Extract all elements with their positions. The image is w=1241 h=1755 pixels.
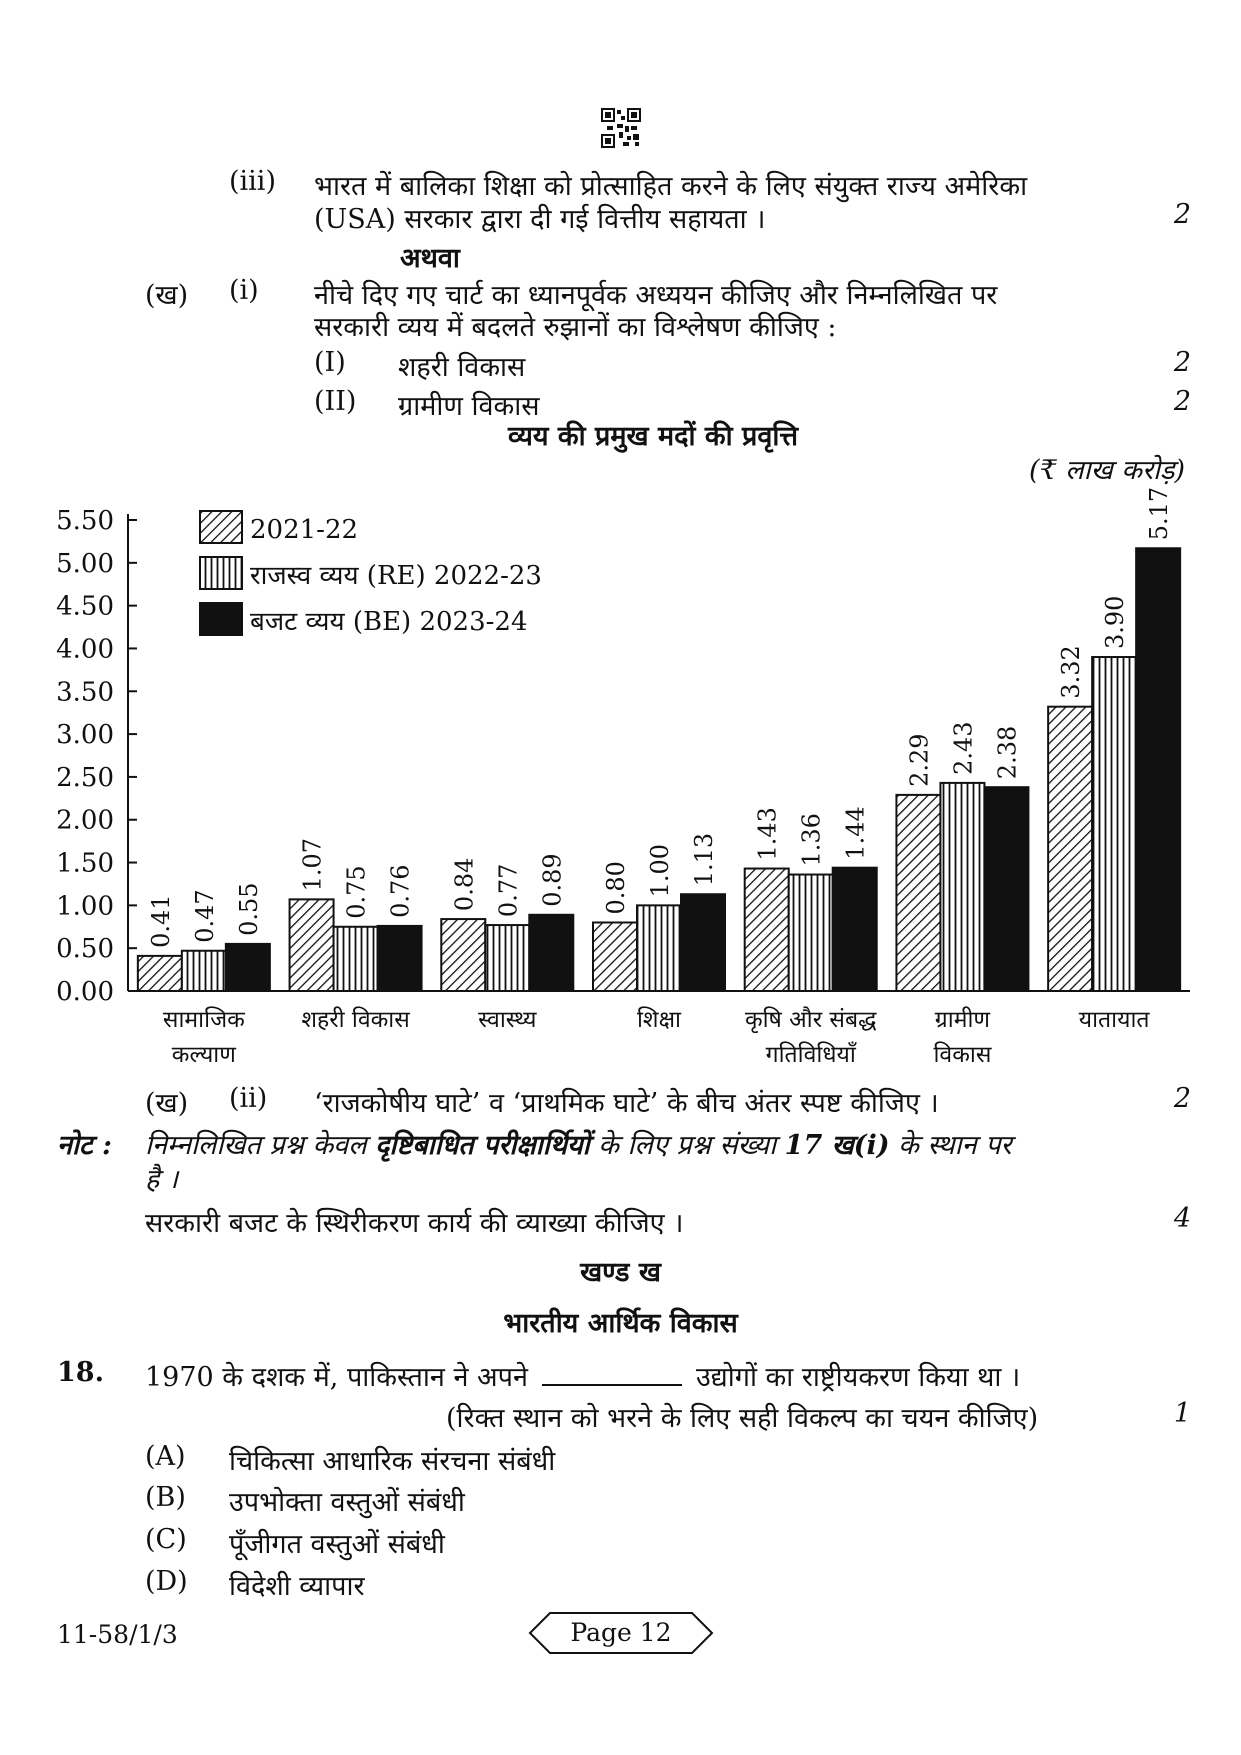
note-post: के स्थान पर [889,1130,1012,1161]
legend-swatch [200,511,242,543]
legend-label: राजस्व व्यय (RE) 2022-23 [250,561,542,591]
bar-value-label: 3.32 [1057,645,1086,699]
x-category-label: ग्रामीण [934,1007,991,1033]
note-pre: निम्नलिखित प्रश्न केवल [145,1130,376,1161]
bar-value-label: 0.55 [234,882,263,936]
x-category-label: शिक्षा [636,1007,682,1033]
bar-value-label: 0.80 [602,861,630,915]
legend-swatch [200,557,242,589]
bar-1-1 [334,927,378,991]
bar-value-label: 0.75 [342,865,371,919]
bar-0-3 [593,922,637,991]
legend-label: बजट व्यय (BE) 2023-24 [250,607,528,637]
bar-1-6 [1092,657,1136,991]
section-title: खण्ड ख [580,1257,661,1288]
q17-iii-marks: 2 [1173,199,1191,230]
bar-2-1 [378,926,422,991]
q18-option-a-text: चिकित्सा आधारिक संरचना संबंधी [229,1446,556,1477]
q17-kh-ii-kh-label: (ख) [145,1088,189,1119]
q18-number: 18. [57,1357,104,1388]
x-category-label: विकास [933,1042,992,1068]
q18-option-c-text: पूँजीगत वस्तुओं संबंधी [229,1529,445,1560]
bar-value-label: 1.44 [841,806,870,860]
bar-1-4 [789,875,833,991]
page-number-badge [528,1611,714,1655]
q18-option-c-label: (C) [145,1524,187,1555]
bar-value-label: 1.36 [797,813,826,867]
chart-title: व्यय की प्रमुख मदों की प्रवृत्ति [507,421,799,452]
q18-marks: 1 [1173,1398,1191,1429]
bar-2-0 [226,944,270,991]
y-tick-label: 3.50 [56,677,114,708]
y-tick-label: 0.50 [56,934,114,965]
bar-value-label: 0.89 [538,853,567,907]
legend-swatch [200,603,242,635]
note-line2: है । [145,1164,179,1195]
bar-1-5 [940,783,984,991]
bar-value-label: 1.43 [753,807,782,861]
q17-kh-ii-label: (ii) [229,1083,268,1114]
bar-0-2 [441,919,485,991]
section-subtitle: भारतीय आर्थिक विकास [503,1308,738,1339]
y-tick-label: 2.00 [56,805,114,836]
q18-option-d-text: विदेशी व्यापार [229,1571,365,1602]
q17-kh-label: (ख) [145,280,189,311]
y-tick-label: 5.50 [56,506,114,536]
bar-value-label: 3.90 [1101,595,1130,650]
x-category-label: स्वास्थ्य [478,1007,537,1033]
bar-2-4 [833,868,877,991]
bar-1-0 [182,951,226,991]
y-tick-label: 4.00 [56,634,114,665]
q18-blank [542,1362,682,1386]
bar-1-3 [637,905,681,991]
chart-unit: (₹ लाख करोड़) [1028,455,1185,486]
note-marks: 4 [1173,1203,1191,1234]
x-category-label: शहरी विकास [301,1007,410,1033]
q17-item-2-marks: 2 [1173,386,1191,417]
q18-option-b-label: (B) [145,1482,186,1513]
y-tick-label: 1.00 [56,891,114,922]
q17-iii-label: (iii) [229,166,276,197]
x-category-label: यातायात [1078,1007,1150,1033]
bar-value-label: 2.29 [905,733,934,787]
bar-2-3 [681,894,725,991]
q18-text-pre: 1970 के दशक में, पाकिस्तान ने अपने [145,1362,528,1393]
bar-0-1 [290,899,334,991]
bar-value-label: 0.84 [450,857,479,912]
legend-label: 2021-22 [250,515,359,545]
paper-code: 11-58/1/3 [57,1620,178,1649]
q18-option-d-label: (D) [145,1566,188,1597]
x-category-label: गतिविधियाँ [765,1042,856,1068]
bar-value-label: 2.43 [949,721,978,775]
note-question: सरकारी बजट के स्थिरीकरण कार्य की व्याख्या कीजिए । [145,1208,684,1239]
bar-2-2 [529,915,573,991]
bar-0-0 [138,956,182,991]
q17-item-2-label: (II) [314,386,357,417]
bar-2-5 [984,787,1028,991]
q18-instruction: (रिक्त स्थान को भरने के लिए सही विकल्प का चयन कीजिए) [446,1403,1039,1434]
bar-0-6 [1048,707,1092,991]
x-category-label: सामाजिक [162,1007,245,1033]
note-bold-1: दृष्टिबाधित परीक्षार्थियों [375,1130,590,1161]
bar-value-label: 0.77 [494,863,523,918]
x-category-label: कृषि और संबद्ध [744,1007,877,1033]
bar-value-label: 1.07 [298,837,327,892]
q17-kh-i-label: (i) [229,275,259,306]
bar-2-6 [1136,548,1180,991]
bar-value-label: 1.13 [690,832,718,887]
q18-option-a-label: (A) [145,1441,186,1472]
y-tick-label: 5.00 [56,548,114,579]
q17-kh-ii-text: ‘राजकोषीय घाटे’ व ‘प्राथमिक घाटे’ के बीच अंतर स्पष्ट कीजिए । [314,1088,939,1119]
y-tick-label: 2.50 [56,762,114,793]
y-tick-label: 1.50 [56,848,114,879]
q17-iii-line1: भारत में बालिका शिक्षा को प्रोत्साहित करने के लिए संयुक्त राज्य अमेरिका [314,171,1028,202]
y-tick-label: 3.00 [56,720,114,751]
bar-value-label: 0.47 [190,889,219,943]
x-category-label: कल्याण [171,1042,236,1068]
q17-kh-ii-marks: 2 [1173,1083,1191,1114]
q17-iii-line2: (USA) सरकार द्वारा दी गई वित्तीय सहायता । [314,204,766,235]
q17-item-2-text: ग्रामीण विकास [398,391,540,422]
bar-0-4 [745,869,789,991]
q18-text-post: उद्योगों का राष्ट्रीयकरण किया था । [695,1362,1021,1393]
q18-text [145,1357,1020,1394]
q17-kh-i-line2: सरकारी व्यय में बदलते रुझानों का विश्लेषण कीजिए : [314,312,837,343]
bar-0-5 [896,795,940,991]
q17-kh-i-line1: नीचे दिए गए चार्ट का ध्यानपूर्वक अध्ययन कीजिए और निम्नलिखित पर [314,280,998,311]
bar-value-label: 2.38 [993,725,1022,780]
athva-heading: अथवा [400,243,460,274]
bar-value-label: 0.76 [386,864,415,918]
note-mid: के लिए प्रश्न संख्या [589,1130,785,1161]
y-tick-label: 0.00 [56,977,114,1007]
page-number: Page 12 [570,1618,672,1647]
q18-option-b-text: उपभोक्ता वस्तुओं संबंधी [229,1487,465,1518]
note-line1 [145,1125,1012,1162]
note-label: नोट : [57,1130,112,1161]
bar-1-2 [485,925,529,991]
note-bold-2: 17 ख(i) [784,1130,890,1161]
y-tick-label: 4.50 [56,591,114,622]
q17-item-1-text: शहरी विकास [398,352,526,383]
bar-value-label: 0.41 [146,894,175,948]
bar-value-label: 5.17 [1145,486,1174,541]
q17-item-1-label: (I) [314,347,346,378]
bar-value-label: 1.00 [646,843,674,898]
q17-item-1-marks: 2 [1173,347,1191,378]
